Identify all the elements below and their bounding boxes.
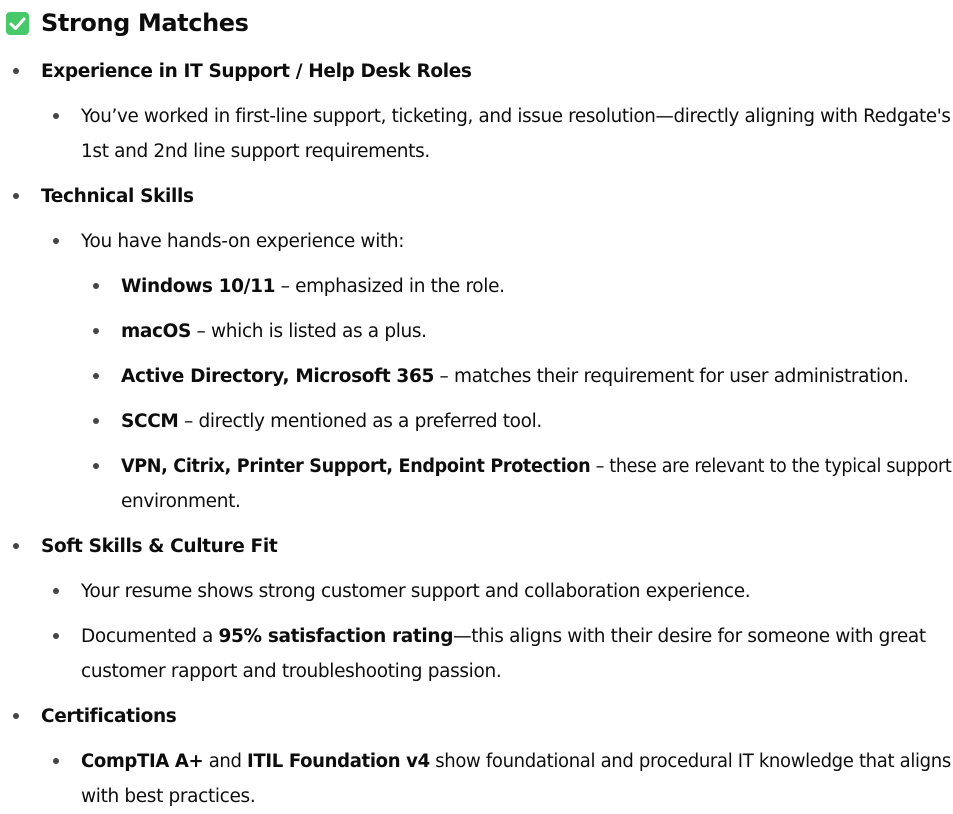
bullet xyxy=(53,588,59,594)
list-item-continuation: 1st and 2nd line support requirements. xyxy=(81,141,430,162)
section-title: Experience in IT Support / Help Desk Roles xyxy=(41,61,472,82)
certification-name: CompTIA A+ xyxy=(81,751,204,772)
skill-note: – which is listed as a plus. xyxy=(191,321,427,342)
bullet xyxy=(93,463,99,469)
bullet xyxy=(53,238,59,244)
skill-note: – matches their requirement for user administration. xyxy=(434,366,909,387)
bullet xyxy=(13,193,19,199)
text-segment: and xyxy=(203,751,248,772)
skill-name: macOS xyxy=(121,321,192,342)
check-mark-button-icon xyxy=(6,12,29,35)
sub-list-item xyxy=(121,314,427,349)
sub-list-item xyxy=(121,449,951,484)
bullet xyxy=(93,283,99,289)
bullet xyxy=(53,633,59,639)
bullet xyxy=(53,758,59,764)
sub-list-item xyxy=(121,404,542,439)
bullet xyxy=(53,113,59,119)
section-title: Soft Skills & Culture Fit xyxy=(41,536,278,557)
list-item: You have hands-on experience with: xyxy=(81,231,405,252)
skill-name: Active Directory, Microsoft 365 xyxy=(121,366,434,387)
bullet xyxy=(93,373,99,379)
heading-title: Strong Matches xyxy=(41,8,249,37)
list-item: Your resume shows strong customer support and collaboration experience. xyxy=(81,581,751,602)
bullet xyxy=(13,713,19,719)
text-segment: show foundational and procedural IT knowledge that aligns xyxy=(429,751,951,772)
sub-list-item xyxy=(121,269,505,304)
list-item: You’ve worked in first-line support, ticketing, and issue resolution—directly aligning with Redgate's xyxy=(81,106,951,127)
bullet xyxy=(13,68,19,74)
list-item xyxy=(81,619,926,654)
text-segment: —this aligns with their desire for someone with great xyxy=(453,626,926,647)
highlight-stat: 95% satisfaction rating xyxy=(218,626,454,647)
skill-name: SCCM xyxy=(121,411,179,432)
bullet xyxy=(93,328,99,334)
skill-name: Windows 10/11 xyxy=(121,276,276,297)
list-item-continuation: with best practices. xyxy=(81,786,256,807)
bullet xyxy=(93,418,99,424)
skill-note: – these are relevant to the typical support xyxy=(590,456,952,477)
skill-note: – emphasized in the role. xyxy=(275,276,505,297)
section-heading xyxy=(6,5,249,41)
sub-list-item-continuation: environment. xyxy=(121,491,241,512)
sub-list-item xyxy=(121,359,909,394)
section-title: Technical Skills xyxy=(41,186,194,207)
skill-note: – directly mentioned as a preferred tool. xyxy=(178,411,542,432)
certification-name: ITIL Foundation v4 xyxy=(247,751,430,772)
skill-name: VPN, Citrix, Printer Support, Endpoint Protection xyxy=(121,456,591,477)
list-item xyxy=(81,744,951,779)
bullet xyxy=(13,543,19,549)
section-title: Certifications xyxy=(41,706,177,727)
text-segment: Documented a xyxy=(81,626,219,647)
list-item-continuation: customer rapport and troubleshooting passion. xyxy=(81,661,502,682)
